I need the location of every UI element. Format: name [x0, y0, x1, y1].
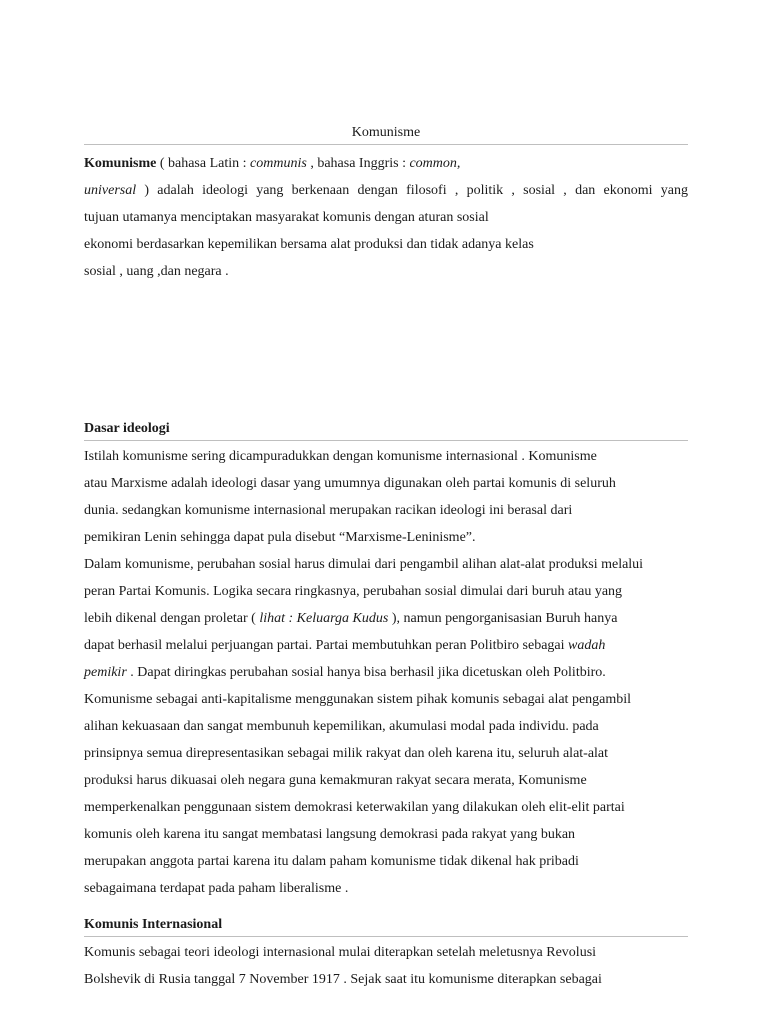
- paragraph-line: Istilah komunisme sering dicampuradukkan dengan komunisme internasional . Komunisme: [84, 449, 597, 464]
- intro-italic: communis: [250, 156, 307, 171]
- intro-italic: common,: [409, 156, 461, 171]
- intro-text: , bahasa Inggris :: [306, 156, 410, 171]
- intro-line-3: tujuan utamanya menciptakan masyarakat komunis dengan aturan sosial: [84, 210, 489, 225]
- paragraph-line: merupakan anggota partai karena itu dalam paham komunisme tidak dikenal hak pribadi: [84, 854, 579, 869]
- paragraph-line: peran Partai Komunis. Logika secara ringkasnya, perubahan sosial dimulai dari buruh atau yang: [84, 584, 623, 599]
- paragraph-line: alihan kekuasaan dan sangat membunuh kepemilikan, akumulasi modal pada individu. pada: [84, 719, 599, 734]
- paragraph-line: memperkenalkan penggunaan sistem demokrasi keterwakilan yang dilakukan oleh elit-elit partai: [84, 800, 625, 815]
- intro-text: ( bahasa Latin :: [156, 156, 251, 171]
- document-title: Komunisme: [84, 124, 688, 145]
- intro-italic: universal: [84, 183, 137, 198]
- paragraph-line: sebagaimana terdapat pada paham liberalisme .: [84, 881, 349, 896]
- section-body-dasar-ideologi: [84, 443, 688, 902]
- paragraph-line: [84, 659, 688, 686]
- paragraph-line: atau Marxisme adalah ideologi dasar yang umumnya digunakan oleh partai komunis di seluruh: [84, 476, 616, 491]
- paragraph-line: [84, 605, 688, 632]
- paragraph-text: dapat berhasil melalui perjuangan partai. Partai membutuhkan peran Politbiro sebagai: [84, 638, 569, 653]
- paragraph-line: [84, 632, 688, 659]
- paragraph-line: Bolshevik di Rusia tanggal 7 November 1917 . Sejak saat itu komunisme diterapkan sebagai: [84, 972, 602, 987]
- paragraph-italic: wadah: [568, 638, 606, 653]
- intro-paragraph: [84, 150, 688, 285]
- paragraph-italic: pemikir: [84, 665, 127, 680]
- paragraph-text: ), namun pengorganisasian Buruh hanya: [388, 611, 618, 626]
- paragraph-italic: lihat : Keluarga Kudus: [259, 611, 389, 626]
- paragraph-line: Dalam komunisme, perubahan sosial harus dimulai dari pengambil alihan alat-alat produksi melalui: [84, 557, 644, 572]
- paragraph-line: prinsipnya semua direpresentasikan sebagai milik rakyat dan oleh karena itu, seluruh alat-alat: [84, 746, 609, 761]
- section-heading-dasar-ideologi: Dasar ideologi: [84, 420, 688, 441]
- intro-line-5: sosial , uang ,dan negara .: [84, 264, 229, 279]
- paragraph-text: . Dapat diringkas perubahan sosial hanya bisa berhasil jika dicetuskan oleh Politbiro.: [126, 665, 606, 680]
- paragraph-text: lebih dikenal dengan proletar (: [84, 611, 260, 626]
- paragraph-line: Komunis sebagai teori ideologi internasional mulai diterapkan setelah meletusnya Revolusi: [84, 945, 597, 960]
- paragraph-line: dunia. sedangkan komunisme internasional merupakan racikan ideologi ini berasal dari: [84, 503, 573, 518]
- section-heading-komunis-internasional: Komunis Internasional: [84, 916, 688, 937]
- intro-term: Komunisme: [84, 156, 157, 171]
- paragraph-line: komunis oleh karena itu sangat membatasi langsung demokrasi pada rakyat yang bukan: [84, 827, 576, 842]
- intro-line-4: ekonomi berdasarkan kepemilikan bersama alat produksi dan tidak adanya kelas: [84, 237, 534, 252]
- paragraph-line: produksi harus dikuasai oleh negara guna kemakmuran rakyat secara merata, Komunisme: [84, 773, 587, 788]
- intro-line-2: [84, 177, 688, 204]
- section-body-komunis-internasional: [84, 939, 688, 993]
- intro-text: ) adalah ideologi yang berkenaan dengan filosofi , politik , sosial , dan ekonomi yang: [136, 183, 688, 198]
- paragraph-line: pemikiran Lenin sehingga dapat pula disebut “Marxisme-Leninisme”.: [84, 530, 476, 545]
- paragraph-line: Komunisme sebagai anti-kapitalisme menggunakan sistem pihak komunis sebagai alat pengambil: [84, 692, 632, 707]
- intro-line-1: [84, 150, 688, 177]
